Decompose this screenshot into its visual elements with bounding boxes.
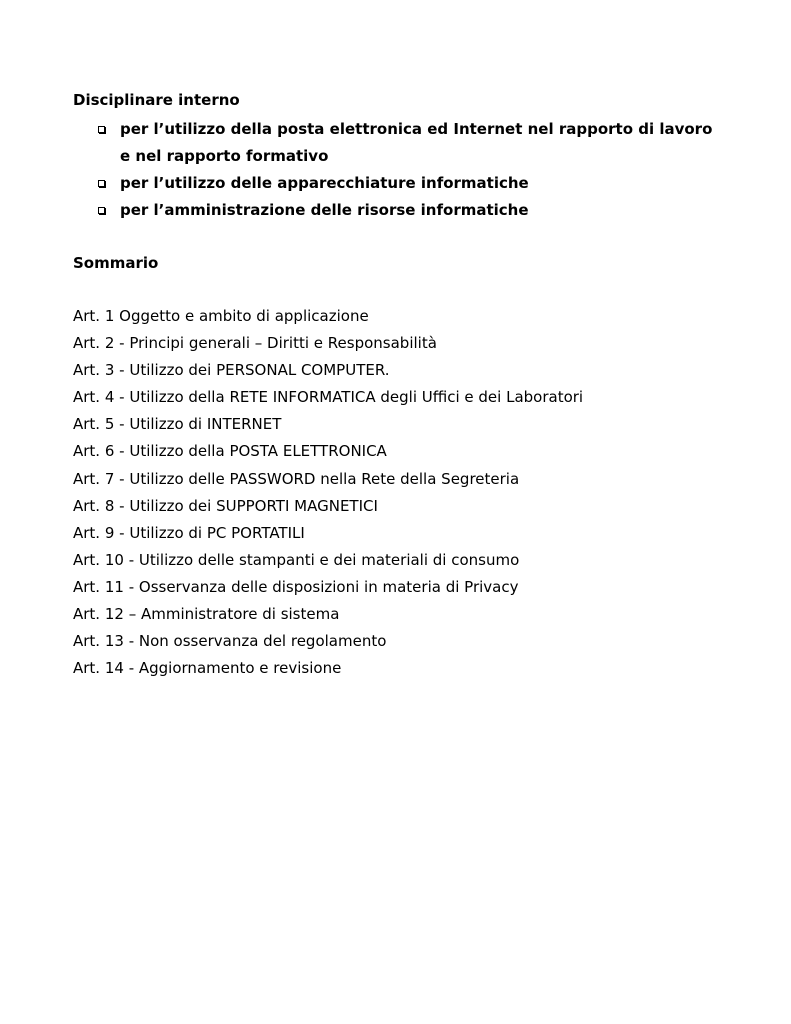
checkbox-square-icon [98,126,105,133]
toc-item: Art. 9 - Utilizzo di PC PORTATILI [73,523,305,542]
toc-item: Art. 10 - Utilizzo delle stampanti e dei materiali di consumo [73,550,520,569]
toc-item: Art. 14 - Aggiornamento e revisione [73,659,342,678]
checkbox-square-icon [98,207,105,214]
toc-item: Art. 1 Oggetto e ambito di applicazione [73,307,369,325]
toc-item: Art. 5 - Utilizzo di INTERNET [73,415,282,434]
table-of-contents [73,303,753,682]
toc-item: Art. 4 - Utilizzo della RETE INFORMATICA degli Uffici e dei Laboratori [73,388,584,407]
toc-item: Art. 8 - Utilizzo dei SUPPORTI MAGNETICI [73,496,378,515]
purpose-bullet-list [73,116,713,224]
toc-item: Art. 12 – Amministratore di sistema [73,605,340,624]
toc-item: Art. 7 - Utilizzo delle PASSWORD nella Rete della Segreteria [73,469,520,488]
bullet-item [73,197,713,224]
checkbox-square-icon [98,180,105,187]
toc-item: Art. 6 - Utilizzo della POSTA ELETTRONICA [73,442,387,461]
bullet-item [73,170,713,197]
bullet-item [73,116,713,170]
toc-item: Art. 3 - Utilizzo dei PERSONAL COMPUTER. [73,361,390,380]
bullet-text: per l’utilizzo delle apparecchiature informatiche [120,174,529,192]
bullet-text: per l’utilizzo della posta elettronica ed Internet nel rapporto di lavoro e nel rapporto formativo [120,120,713,165]
bullet-text: per l’amministrazione delle risorse informatiche [120,201,529,219]
toc-item: Art. 2 - Principi generali – Diritti e Responsabilità [73,334,437,353]
document-title: Disciplinare interno [73,91,240,109]
summary-heading: Sommario [73,254,159,272]
toc-item: Art. 13 - Non osservanza del regolamento [73,632,387,651]
toc-item: Art. 11 - Osservanza delle disposizioni in materia di Privacy [73,577,519,596]
